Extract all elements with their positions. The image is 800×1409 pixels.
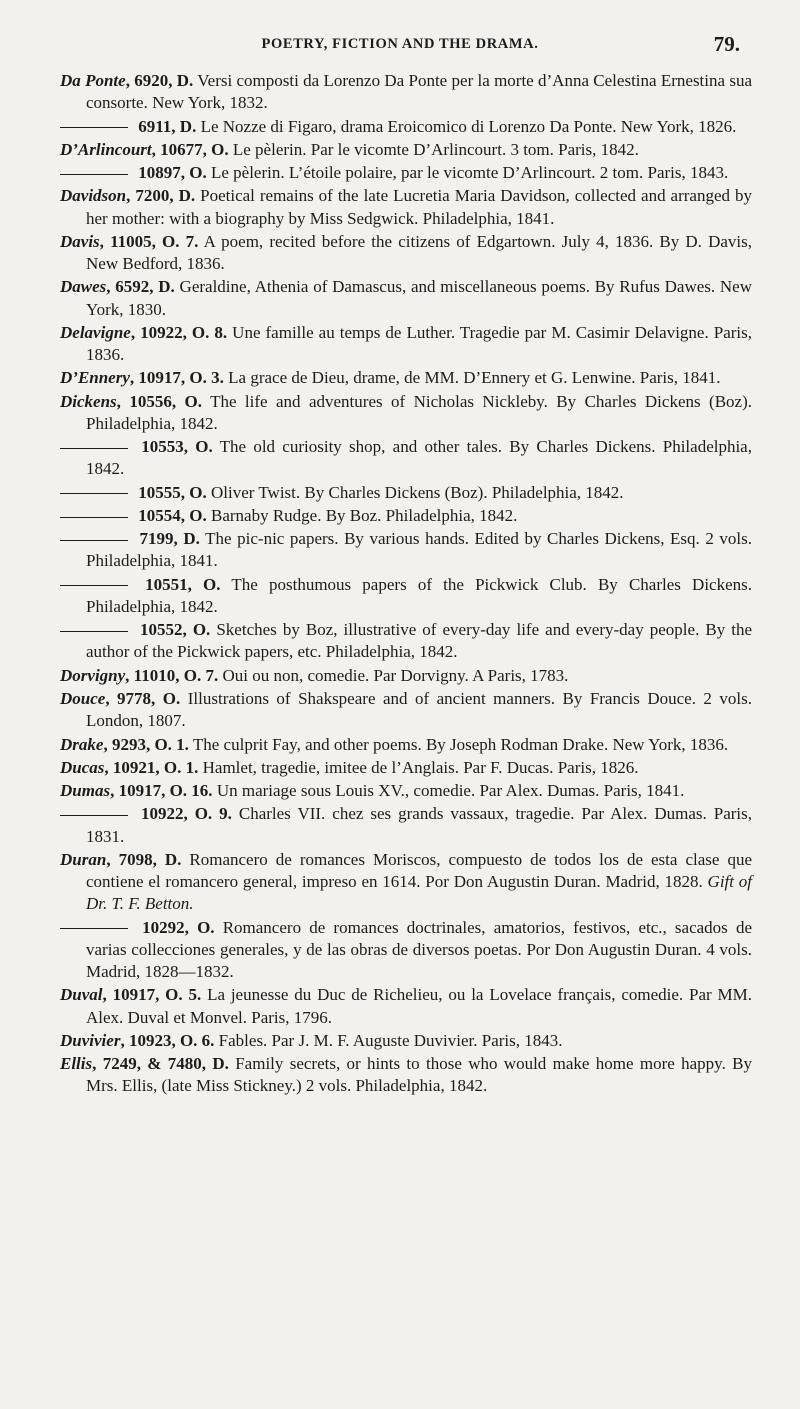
entry-reference: , 6592, D. — [106, 277, 175, 297]
entry-reference: , 10917, O. 3. — [129, 368, 224, 388]
catalogue-entry — [60, 436, 752, 480]
entry-author: Duval — [60, 985, 103, 1005]
catalogue-entry — [60, 367, 752, 389]
gift-note: Gift of Dr. T. F. Betton. — [86, 872, 752, 914]
entry-author: Davis — [60, 231, 100, 251]
entry-reference: , 10917, O. 16. — [110, 781, 213, 801]
entry-text: Geraldine, Athenia of Damascus, and miscellaneous poems. By Rufus Dawes. New York, 1830. — [86, 277, 752, 319]
catalogue-entry — [60, 505, 752, 527]
catalogue-entry — [60, 185, 752, 229]
catalogue-entry — [60, 139, 752, 161]
catalogue-entry — [60, 665, 752, 687]
ditto-rule — [60, 928, 128, 929]
entry-text: Une famille au temps de Luther. Tragedie par M. Casimir Delavigne. Paris, 1836. — [86, 322, 752, 365]
entry-text: Oliver Twist. By Charles Dickens (Boz). Philadelphia, 1842. — [206, 482, 624, 502]
entry-reference: 10555, O. — [134, 482, 207, 502]
entry-reference: , 7200, D. — [126, 186, 196, 206]
ditto-rule — [60, 493, 128, 494]
catalogue-entries — [60, 70, 752, 1099]
running-head: POETRY, FICTION AND THE DRAMA. — [261, 36, 539, 52]
catalogue-entry — [60, 322, 752, 366]
entry-reference: , 9778, O. — [105, 689, 181, 709]
entry-text: Le pèlerin. L’étoile polaire, par le vicomte D’Arlincourt. 2 tom. Paris, 1843. — [206, 163, 729, 183]
catalogue-entry — [60, 528, 752, 572]
entry-reference: , 7098, D. — [106, 849, 182, 869]
entry-author: Dawes — [60, 277, 107, 297]
catalogue-entry — [60, 984, 752, 1028]
page-number: 79. — [713, 32, 740, 56]
entry-text: Romancero de romances doctrinales, amatorios, festivos, etc., sacados de varias collecciones generales, y de las obras de diversos poetas. Por Don Augustin Duran. 4 vols. Madrid, 1828—1832. — [86, 917, 752, 982]
entry-text: Sketches by Boz, illustrative of every-day life and every-day people. By the author of the Pickwick papers, etc. Philadelphia, 1842. — [86, 620, 752, 662]
ditto-rule — [60, 585, 128, 586]
entry-author: Ellis — [60, 1054, 93, 1074]
catalogue-entry — [60, 757, 752, 779]
ditto-rule — [60, 540, 128, 541]
catalogue-entry — [60, 231, 752, 275]
catalogue-entry — [60, 849, 752, 916]
entry-reference: , 6920, D. — [125, 71, 194, 90]
entry-text: A poem, recited before the citizens of Edgartown. July 4, 1836. By D. Davis, New Bedford, 1836. — [86, 231, 752, 274]
entry-text: Poetical remains of the late Lucretia Maria Davidson, collected and arranged by her mother: with a biography by Miss Sedgwick. Philadelphia, 1841. — [86, 186, 753, 228]
entry-reference: , 11010, O. 7. — [125, 665, 219, 685]
catalogue-entry — [60, 482, 752, 504]
entry-text: Le pèlerin. Par le vicomte D’Arlincourt. 3 tom. Paris, 1842. — [228, 139, 639, 159]
catalogue-entry — [60, 574, 752, 618]
entry-author: D’Ennery — [60, 368, 130, 388]
entry-reference: , 7249, & 7480, D. — [92, 1054, 229, 1074]
catalogue-entry — [60, 1053, 752, 1097]
entry-author: Da Ponte — [60, 71, 126, 90]
entry-text: The old curiosity shop, and other tales. By Charles Dickens. Philadelphia, 1842. — [86, 437, 752, 479]
entry-reference: 6911, D. — [134, 116, 197, 136]
entry-author: Dumas — [60, 781, 111, 801]
entry-reference: , 10917, O. 5. — [102, 985, 202, 1005]
entry-text: Barnaby Rudge. By Boz. Philadelphia, 1842. — [206, 505, 518, 525]
entry-text: Fables. Par J. M. F. Auguste Duvivier. Paris, 1843. — [214, 1030, 563, 1050]
entry-text: Oui ou non, comedie. Par Dorvigny. A Paris, 1783. — [218, 665, 569, 685]
entry-reference: , 10922, O. 8. — [130, 322, 228, 342]
entry-reference: 10552, O. — [134, 620, 211, 640]
catalogue-entry — [60, 70, 752, 114]
entry-author: Drake — [60, 734, 104, 754]
entry-text: Family secrets, or hints to those who would make home more happy. By Mrs. Ellis, (late Miss Stickney.) 2 vols. Philadelphia, 1842. — [86, 1054, 752, 1096]
entry-author: Dickens — [60, 391, 117, 411]
entry-reference: 10551, O. — [134, 574, 221, 594]
catalogue-entry — [60, 116, 752, 138]
catalogue-entry — [60, 1030, 752, 1052]
entry-text: Charles VII. chez ses grands vassaux, tragedie. Par Alex. Dumas. Paris, 1831. — [86, 804, 752, 846]
entry-reference: , 10556, O. — [116, 391, 202, 411]
catalogue-entry — [60, 688, 752, 732]
entry-text: Illustrations of Shakspeare and of ancient manners. By Francis Douce. 2 vols. London, 1807. — [86, 689, 752, 731]
entry-reference: 10922, O. 9. — [134, 804, 232, 824]
entry-text: The pic-nic papers. By various hands. Edited by Charles Dickens, Esq. 2 vols. Philadelphia, 1841. — [86, 529, 752, 571]
entry-text: Versi composti da Lorenzo Da Ponte per la morte d’Anna Celestina Ernestina sua consorte. New York, 1832. — [86, 71, 752, 113]
entry-text: Le Nozze di Figaro, drama Eroicomico di Lorenzo Da Ponte. New York, 1826. — [196, 116, 737, 136]
entry-reference: 10897, O. — [134, 163, 207, 183]
ditto-rule — [60, 631, 128, 632]
catalogue-entry — [60, 734, 752, 756]
entry-author: Douce — [60, 689, 106, 709]
catalogue-entry — [60, 162, 752, 184]
entry-reference: , 10677, O. — [151, 139, 229, 159]
entry-reference: , 11005, O. 7. — [99, 231, 199, 251]
entry-text: The posthumous papers of the Pickwick Club. By Charles Dickens. Philadelphia, 1842. — [86, 574, 752, 616]
catalogue-entry — [60, 917, 752, 984]
ditto-rule — [60, 448, 128, 449]
ditto-rule — [60, 174, 128, 175]
entry-text: Hamlet, tragedie, imitee de l’Anglais. Par F. Ducas. Paris, 1826. — [198, 757, 639, 777]
entry-author: Duran — [60, 849, 107, 869]
entry-reference: , 10921, O. 1. — [104, 757, 199, 777]
entry-author: Dorvigny — [60, 665, 126, 685]
entry-text: La jeunesse du Duc de Richelieu, ou la Lovelace français, comedie. Par MM. Alex. Duval et Monvel. Paris, 1796. — [86, 985, 752, 1027]
entry-author: Ducas — [60, 757, 105, 777]
entry-text: La grace de Dieu, drame, de MM. D’Ennery et G. Lenwine. Paris, 1841. — [223, 368, 721, 388]
entry-reference: , 9293, O. 1. — [103, 734, 189, 754]
entry-reference: 10292, O. — [134, 917, 215, 937]
catalogue-entry — [60, 619, 752, 663]
entry-author: D’Arlincourt — [60, 139, 152, 159]
ditto-rule — [60, 517, 128, 518]
entry-text: The life and adventures of Nicholas Nickleby. By Charles Dickens (Boz). Philadelphia, 1842. — [86, 391, 752, 433]
entry-reference: 10554, O. — [134, 505, 207, 525]
ditto-rule — [60, 127, 128, 128]
entry-author: Duvivier — [60, 1030, 121, 1050]
entry-author: Delavigne — [60, 322, 131, 342]
entry-reference: 10553, O. — [134, 437, 213, 457]
entry-text: Un mariage sous Louis XV., comedie. Par Alex. Dumas. Paris, 1841. — [212, 781, 685, 801]
entry-text: The culprit Fay, and other poems. By Joseph Rodman Drake. New York, 1836. — [188, 734, 729, 754]
entry-author: Davidson — [60, 186, 127, 206]
catalogue-entry — [60, 780, 752, 802]
entry-reference: 7199, D. — [134, 529, 200, 549]
ditto-rule — [60, 815, 128, 816]
catalogue-entry — [60, 803, 752, 847]
entry-text: Romancero de romances Moriscos, compuesto de todos los de esta clase que contiene el romancero general, impreso en 1614. Por Don Augustin Duran. Madrid, 1828. — [86, 849, 752, 892]
entry-reference: , 10923, O. 6. — [120, 1030, 215, 1050]
catalogue-entry — [60, 391, 752, 435]
page-header — [60, 34, 740, 58]
catalogue-entry — [60, 276, 752, 320]
